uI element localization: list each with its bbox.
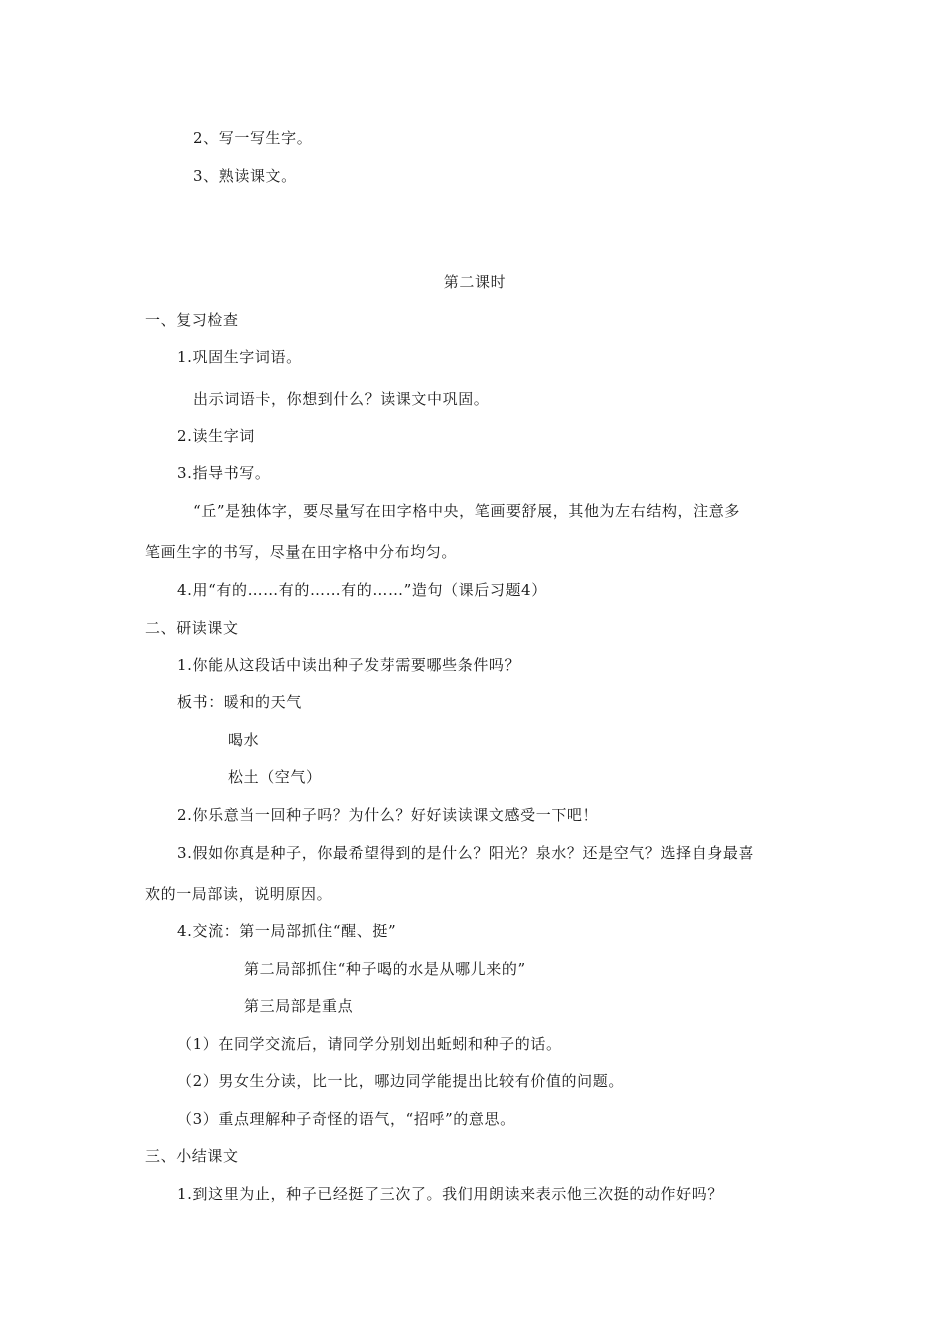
- text-line: 2.读生字词: [177, 427, 255, 445]
- text-line: 1.你能从这段话中读出种子发芽需要哪些条件吗？: [177, 656, 521, 674]
- text-line: 3.假如你真是种子，你最希望得到的是什么？阳光？泉水？还是空气？选择自身最喜: [177, 844, 755, 862]
- text-line: 喝水: [228, 731, 260, 749]
- text-line: 1.巩固生字词语。: [177, 348, 302, 366]
- text-line: 2、写一写生字。: [193, 129, 313, 147]
- text-line: 4.交流：第一局部抓住“醒、挺”: [177, 922, 397, 940]
- text-line: 出示词语卡，你想到什么？读课文中巩固。: [193, 390, 490, 408]
- text-line: 3、熟读课文。: [193, 167, 297, 185]
- text-line: 第三局部是重点: [244, 997, 354, 1015]
- text-line: （2）男女生分读，比一比，哪边同学能提出比较有价值的问题。: [177, 1072, 624, 1090]
- text-line: 4.用“有的……有的……有的……”造句（课后习题4）: [177, 581, 547, 599]
- text-line: 笔画生字的书写，尽量在田字格中分布均匀。: [145, 543, 458, 561]
- section-heading: 二、研读课文: [145, 619, 239, 637]
- text-line: （3）重点理解种子奇怪的语气，“招呼”的意思。: [177, 1110, 516, 1128]
- text-line: 2.你乐意当一回种子吗？为什么？好好读读课文感受一下吧！: [177, 806, 599, 824]
- text-line: 欢的一局部读，说明原因。: [145, 885, 333, 903]
- text-line: 第二局部抓住“种子喝的水是从哪儿来的”: [244, 960, 526, 978]
- text-line: 3.指导书写。: [177, 464, 271, 482]
- section-heading: 一、复习检查: [145, 311, 239, 329]
- text-line: 松土（空气）: [228, 768, 322, 786]
- section-title: 第二课时: [443, 273, 507, 291]
- text-line: 板书：暖和的天气: [177, 693, 302, 711]
- text-line: 1.到这里为止，种子已经挺了三次了。我们用朗读来表示他三次挺的动作好吗？: [177, 1185, 723, 1203]
- section-heading: 三、小结课文: [145, 1147, 239, 1165]
- text-line: （1）在同学交流后，请同学分别划出蚯蚓和种子的话。: [177, 1035, 562, 1053]
- text-line: “丘”是独体字，要尽量写在田字格中央，笔画要舒展，其他为左右结构，注意多: [193, 502, 740, 520]
